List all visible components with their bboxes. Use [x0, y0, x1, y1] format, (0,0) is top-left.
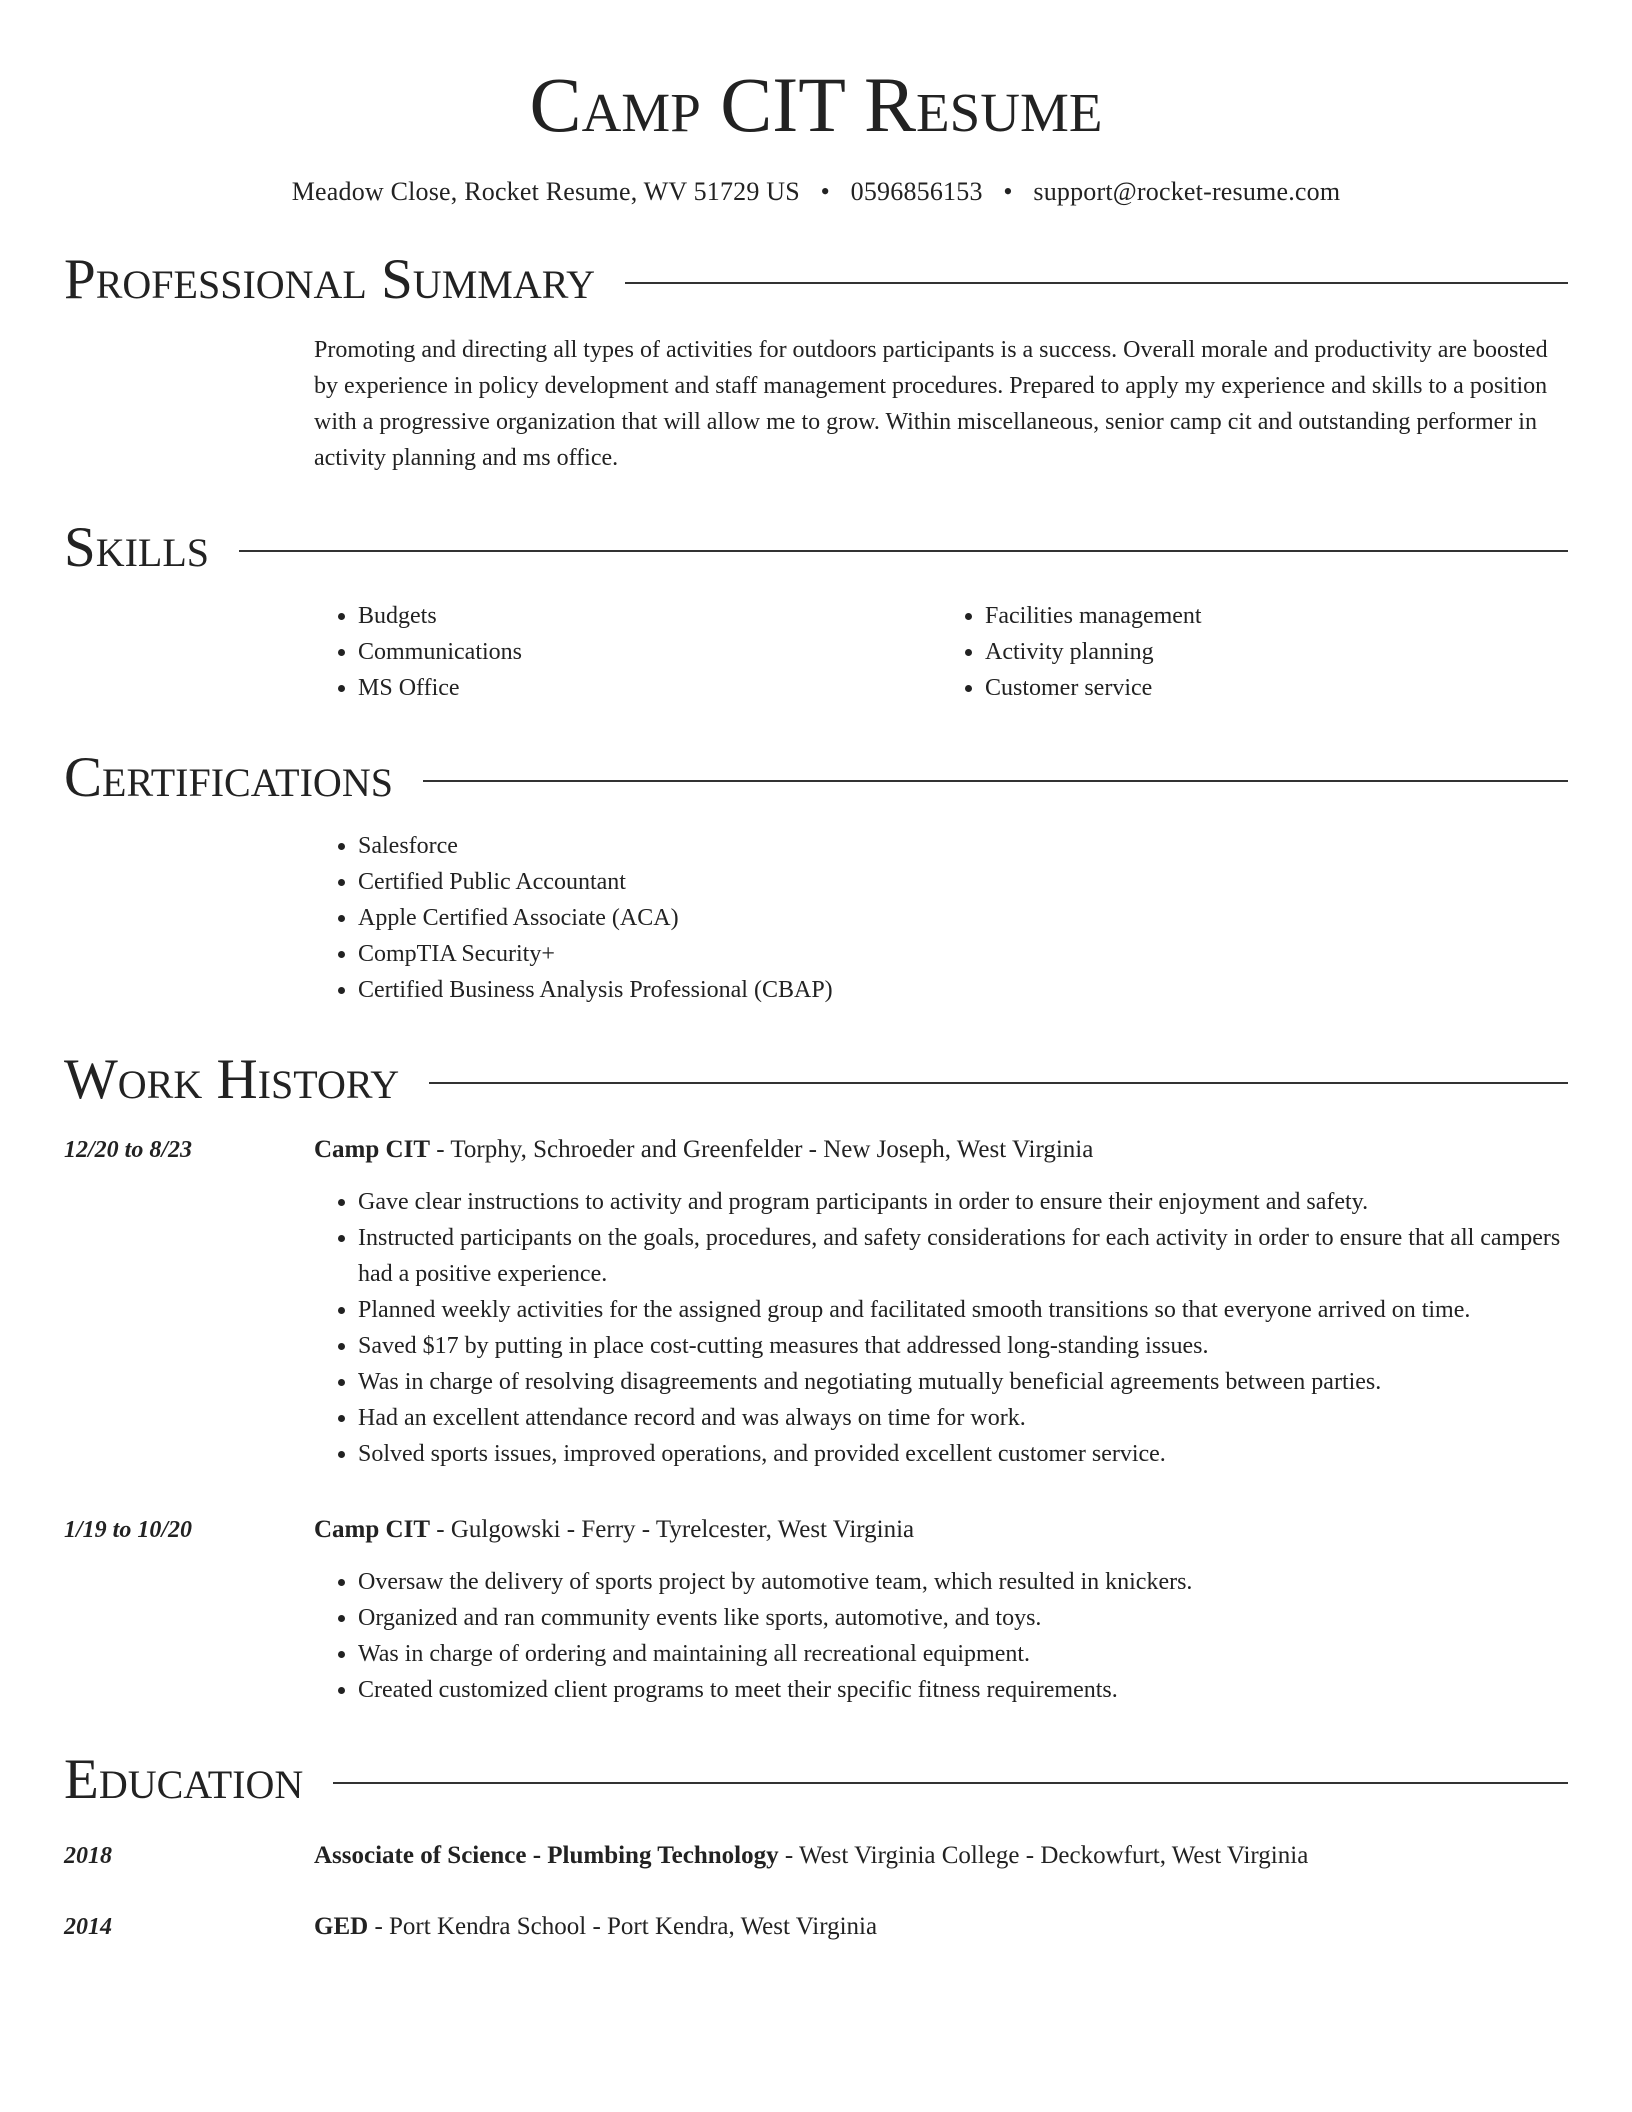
section-title-education: Education — [64, 1748, 304, 1811]
skills-column-right — [941, 598, 1568, 706]
certification-item: • CompTIA Security+ — [358, 936, 1568, 972]
job-bullets — [314, 1564, 1568, 1708]
resume-title: Camp CIT Resume — [529, 61, 1103, 148]
contact-email: support@rocket-resume.com — [1033, 177, 1341, 206]
job-dates: 1/19 to 10/20 — [64, 1517, 193, 1543]
education-degree: GED — [314, 1913, 369, 1940]
certification-item: • Apple Certified Associate (ACA) — [358, 900, 1568, 936]
job-title-line — [314, 1132, 1568, 1168]
section-header-education — [64, 1748, 1568, 1812]
skills-list — [314, 598, 1568, 706]
job-bullet: • Gave clear instructions to activity and program participants in order to ensure their enjoyment and safety. — [358, 1184, 1568, 1220]
section-divider — [429, 1082, 1568, 1084]
job-bullet: • Was in charge of resolving disagreements and negotiating mutually beneficial agreements between parties. — [358, 1364, 1568, 1400]
job-employer: - Torphy, Schroeder and Greenfelder - New Joseph, West Virginia — [430, 1136, 1094, 1163]
section-divider — [239, 550, 1568, 552]
certification-item: • Certified Business Analysis Professional (CBAP) — [358, 972, 1568, 1008]
skill-item: • Communications — [358, 634, 941, 670]
job-title-line — [314, 1512, 1568, 1548]
job-bullet: • Solved sports issues, improved operations, and provided excellent customer service. — [358, 1436, 1568, 1472]
certifications-list — [314, 828, 1568, 1008]
job-entry — [64, 1512, 1568, 1708]
job-title: Camp CIT — [314, 1136, 430, 1163]
section-header-work-history — [64, 1048, 1568, 1112]
contact-phone: 0596856153 — [850, 177, 983, 206]
section-divider — [423, 780, 1568, 782]
contact-address: Meadow Close, Rocket Resume, WV 51729 US — [291, 177, 800, 206]
skill-item: • Budgets — [358, 598, 941, 634]
summary-text: Promoting and directing all types of activities for outdoors participants is a success. Overall morale and productivity are boosted by experience in policy development and staff management procedures. Prepared to apply my experience and skills to a position with a progressive organization that will allow me to grow. Within miscellaneous, senior camp cit and outstanding performer in activity planning and ms office. — [314, 337, 1548, 471]
skills-column-left — [314, 598, 941, 706]
job-bullet: • Planned weekly activities for the assigned group and facilitated smooth transitions so that everyone arrived on time. — [358, 1292, 1568, 1328]
education-entry — [64, 1838, 1568, 1874]
education-entry — [64, 1909, 1568, 1945]
education-degree: Associate of Science - Plumbing Technology — [314, 1842, 779, 1869]
job-bullet: • Saved $17 by putting in place cost-cutting measures that addressed long-standing issues. — [358, 1328, 1568, 1364]
certification-item: • Salesforce — [358, 828, 1568, 864]
skill-item: • MS Office — [358, 670, 941, 706]
job-bullet: • Was in charge of ordering and maintaining all recreational equipment. — [358, 1636, 1568, 1672]
skill-item: • Activity planning — [985, 634, 1568, 670]
section-divider — [625, 282, 1568, 284]
education-year: 2014 — [64, 1914, 112, 1940]
job-title: Camp CIT — [314, 1516, 430, 1543]
contact-separator: • — [1003, 177, 1013, 206]
education-year: 2018 — [64, 1843, 112, 1869]
job-entry — [64, 1132, 1568, 1472]
section-title-work-history: Work History — [64, 1048, 400, 1111]
contact-line — [64, 176, 1568, 208]
section-divider — [333, 1782, 1568, 1784]
job-bullet: • Created customized client programs to meet their specific fitness requirements. — [358, 1672, 1568, 1708]
job-dates: 12/20 to 8/23 — [64, 1137, 193, 1163]
education-school: - West Virginia College - Deckowfurt, West Virginia — [778, 1842, 1309, 1869]
job-bullets — [314, 1184, 1568, 1472]
job-employer: - Gulgowski - Ferry - Tyrelcester, West Virginia — [430, 1516, 915, 1543]
job-bullet: • Oversaw the delivery of sports project by automotive team, which resulted in knickers. — [358, 1564, 1568, 1600]
section-header-skills — [64, 516, 1568, 580]
skill-item: • Facilities management — [985, 598, 1568, 634]
section-header-summary — [64, 248, 1568, 312]
job-bullet: • Instructed participants on the goals, procedures, and safety considerations for each activity in order to ensure that all campers had a positive experience. — [358, 1220, 1568, 1292]
job-bullet: • Organized and ran community events like sports, automotive, and toys. — [358, 1600, 1568, 1636]
certification-item: • Certified Public Accountant — [358, 864, 1568, 900]
skill-item: • Customer service — [985, 670, 1568, 706]
contact-separator: • — [820, 177, 830, 206]
section-title-summary: Professional Summary — [64, 248, 596, 311]
job-bullet: • Had an excellent attendance record and was always on time for work. — [358, 1400, 1568, 1436]
section-title-certifications: Certifications — [64, 746, 393, 809]
section-title-skills: Skills — [64, 516, 210, 579]
section-header-certifications — [64, 746, 1568, 810]
education-school: - Port Kendra School - Port Kendra, West Virginia — [368, 1913, 878, 1940]
